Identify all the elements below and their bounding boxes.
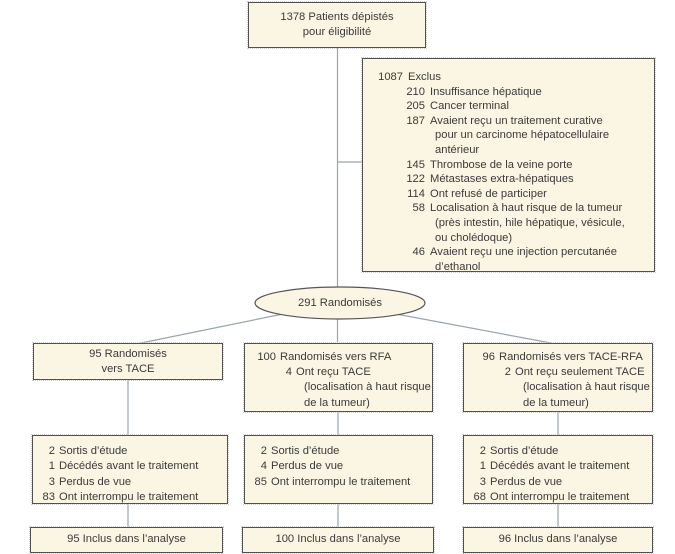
flow-row: antérieur — [435, 143, 480, 156]
flow-row: 4 Ont reçu TACE — [285, 366, 371, 379]
flow-row: 1 Décédés avant le traitement — [48, 460, 199, 473]
screening-box — [248, 2, 426, 48]
flow-row: ou cholédoque) — [435, 231, 513, 244]
flow-row: 83 Ont interrompu le traitement — [42, 490, 199, 503]
arm-tace-line-1: 95 Randomisés — [89, 348, 167, 360]
withdrawal-tace-box — [32, 435, 228, 504]
flow-row: 205 Cancer terminal — [406, 100, 509, 113]
flow-row: 1087 Exclus — [378, 71, 441, 83]
withdrawal-tace-rfa-box — [463, 435, 653, 504]
flow-row: 145 Thrombose de la veine porte — [406, 158, 573, 171]
flow-row: de la tumeur) — [304, 396, 370, 409]
flow-row: 3 Perdus de vue — [479, 475, 563, 488]
analysis-rfa-box: 100 Inclus dans l’analyse — [242, 527, 434, 553]
flow-row: (localisation à haut risque — [304, 381, 431, 394]
flow-row: 2 Sortis d’étude — [48, 445, 128, 457]
flow-row: 122 Métastases extra-hépatiques — [406, 173, 574, 186]
randomized-label: 291 Randomisés — [298, 297, 382, 309]
arm-tace-box — [33, 343, 223, 380]
withdrawal-rfa-box — [244, 435, 433, 504]
arm-rfa-box — [244, 343, 433, 412]
connector-randomized-to-tace-rfa — [396, 314, 551, 343]
flow-row: 1 Décédés avant le traitement — [479, 460, 630, 473]
flow-row: 100 Randomisés vers RFA — [257, 351, 392, 363]
connector-randomized-to-tace — [136, 314, 283, 344]
flow-row: 58 Localisation à haut risque de la tumeur — [412, 202, 623, 215]
flow-row: pour un carcinome hépatocellulaire — [435, 129, 610, 142]
flow-row: 96 Randomisés vers TACE-RFA — [482, 351, 643, 363]
analysis-tace-rfa-box: 96 Inclus dans l’analyse — [463, 527, 653, 553]
flow-row: 187 Avaient reçu un traitement curative — [406, 114, 603, 127]
arm-tace-line-2: vers TACE — [101, 363, 155, 375]
flow-row: 2 Ont reçu seulement TACE — [504, 366, 645, 379]
flow-row: 85 Ont interrompu le traitement — [254, 475, 411, 488]
flow-row: 4 Perdus de vue — [260, 460, 344, 473]
flow-row: 2 Sortis d’étude — [479, 445, 559, 457]
excluded-box — [362, 58, 655, 272]
flow-row: 68 Ont interrompu le traitement — [473, 490, 630, 503]
flow-row: 46 Avaient reçu une injection percutanée — [412, 246, 618, 259]
screening-line-2: pour éligibilité — [302, 26, 372, 38]
flow-row: 2 Sortis d’étude — [260, 445, 340, 457]
screening-line-1: 1378 Patients dépistés — [280, 11, 394, 23]
flow-row: 114 Ont refusé de participer — [407, 187, 547, 200]
flow-row: (localisation à haut risque — [523, 381, 650, 394]
flow-row: 210 Insuffisance hépatique — [406, 85, 542, 98]
flow-row: 3 Perdus de vue — [48, 475, 132, 488]
analysis-tace-box: 95 Inclus dans l’analyse — [30, 527, 223, 553]
flow-row: de la tumeur) — [523, 396, 589, 409]
flow-row: (près intestin, hile hépatique, vésicule, — [435, 216, 625, 229]
arm-tace-rfa-box — [463, 343, 653, 412]
flow-row: d’ethanol — [435, 260, 481, 273]
